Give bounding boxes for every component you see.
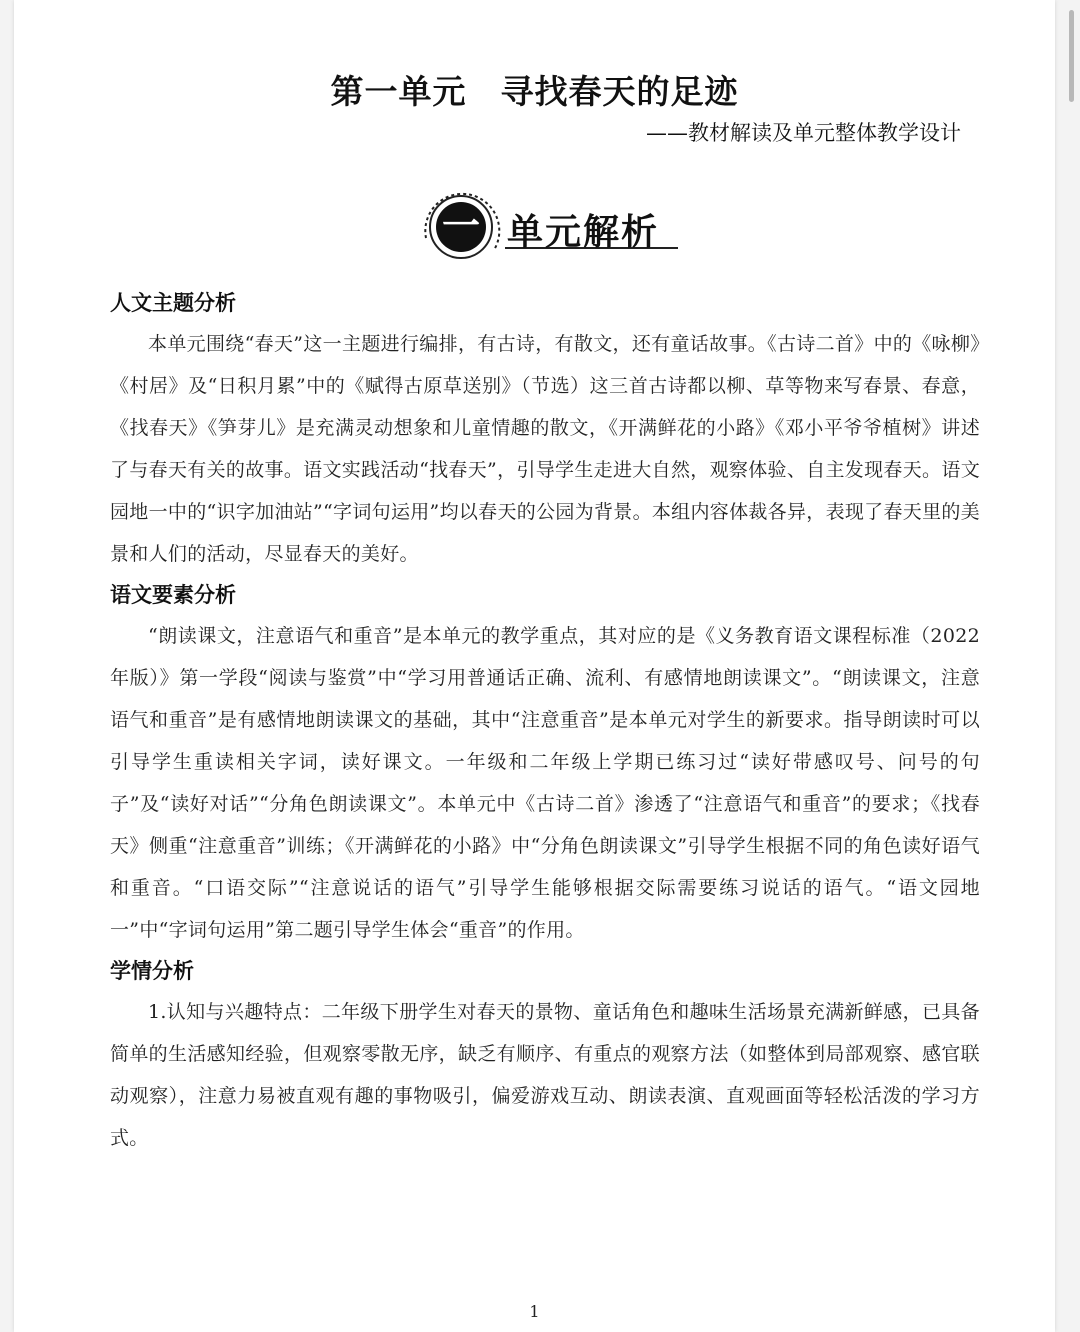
scrollbar-thumb[interactable] [1069,10,1074,102]
paragraph-language-elements: “朗读课文，注意语气和重音”是本单元的教学重点，其对应的是《义务教育语文课程标准（2022年版）》第一学段“阅读与鉴赏”中“学习用普通话正确、流利、有感情地朗读课文”。“朗读课文，注意语气和重音”是有感情地朗读课文的基础，其中“注意重音”是本单元对学生的新要求。指导朗读时可以引导学生重读相关字词，读好课文。一年级和二年级上学期已练习过“读好带感叹号、问号的句子”及“读好对话”“分角色朗读课文”。本单元中《古诗二首》渗透了“注意语气和重音”的要求；《找春天》侧重“注意重音”训练；《开满鲜花的小路》中“分角色朗读课文”引导学生根据不同的角色读好语气和重音。“口语交际”“注意说话的语气”引导学生能够根据交际需要练习说话的语气。“语文园地一”中“字词句运用”第二题引导学生体会“重音”的作用。 [110,625,980,941]
section-heading-language-elements: 语文要素分析 [110,583,236,607]
badge-number: 一 [441,204,480,248]
section-badge [410,186,680,276]
section-heading-learner-analysis: 学情分析 [110,959,194,983]
page-number: 1 [529,1302,540,1321]
document-page [14,0,1055,1332]
document-subtitle: ——教材解读及单元整体教学设计 [646,121,961,145]
badge-label: 单元解析 [507,212,660,253]
document-title: 第一单元 寻找春天的足迹 [330,72,739,111]
scrollbar[interactable] [1066,0,1078,1332]
paragraph-learner-analysis: 1.认知与兴趣特点：二年级下册学生对春天的景物、童话角色和趣味生活场景充满新鲜感，已具备简单的生活感知经验，但观察零散无序，缺乏有顺序、有重点的观察方法（如整体到局部观察、感官联动观察），注意力易被直观有趣的事物吸引，偏爱游戏互动、朗读表演、直观画面等轻松活泼的学习方式。 [110,1001,980,1149]
section-heading-humanities: 人文主题分析 [110,291,236,315]
document-body [110,283,980,1159]
paragraph-humanities: 本单元围绕“春天”这一主题进行编排，有古诗，有散文，还有童话故事。《古诗二首》中的《咏柳》《村居》及“日积月累”中的《赋得古原草送别》（节选）这三首古诗都以柳、草等物来写春景、春意，《找春天》《笋芽儿》是充满灵动想象和儿童情趣的散文，《开满鲜花的小路》《邓小平爷爷植树》讲述了与春天有关的故事。语文实践活动“找春天”，引导学生走进大自然，观察体验、自主发现春天。语文园地一中的“识字加油站”“字词句运用”均以春天的公园为背景。本组内容体裁各异，表现了春天里的美景和人们的活动，尽显春天的美好。 [110,333,980,565]
